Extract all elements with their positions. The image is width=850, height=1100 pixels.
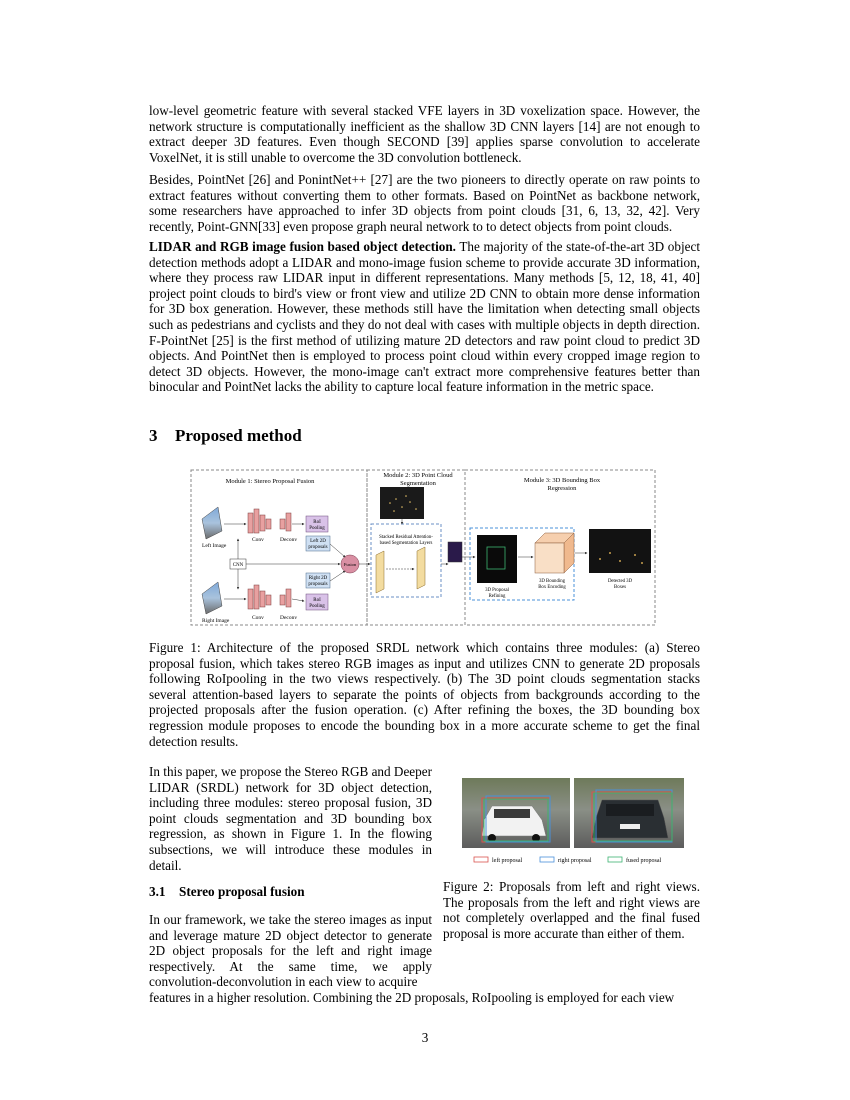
segmented-points-thumbnail [448,542,462,562]
module-2-label-line1: Module 2: 3D Point Cloud [383,472,453,479]
segmentation-layer-1 [376,551,384,593]
left-conv-blocks [248,509,291,533]
fusion-label: Fusion [343,562,357,567]
encoding-label-line1: 3D Bounding [539,579,565,584]
right-image-thumbnail [202,582,222,614]
right-image-label: Right Image [202,618,230,624]
segmentation-layer-2 [417,547,425,589]
legend-swatch-left-proposal [474,857,488,862]
legend-label-right-proposal: right proposal [558,858,592,864]
stacked-layers-label-line2: based Segmentation Layers [379,541,433,546]
module-3-label-line2: Regression [547,485,577,492]
right-deconv-label: Deconv [280,615,298,621]
left-conv-label: Conv [252,537,264,543]
paragraph-voxelnet: low-level geometric feature with several stacked VFE layers in 3D voxelization space. However, the network structure is computationally inefficient as the shallow 3D CNN layers [14] are not enough to extract deeper 3D features. Even though SECOND [39] applies sparse convolution to accelerate VoxelNet, it is still unable to overcome the 3D convolution bottleneck. [149,103,700,165]
refining-label-line1: 3D Proposal [485,588,509,593]
figure-2-proposals [462,778,684,868]
module-3-label-line1: Module 3: 3D Bounding Box [523,477,601,484]
cnn-label: CNN [232,563,244,568]
figure-1-caption: Figure 1: Architecture of the proposed SRDL network which contains three modules: (a) Stereo proposal fusion, which takes stereo RGB images as input and utilizes CNN to generate 2D proposals following RoIpooling in the two views respectively. (b) The 3D point clouds segmentation stacks several attention-based layers to separate the points of objects from backgrounds according to the projected proposals after the fusion operation. (c) After refining the boxes, the 3D bounding box regression module proposes to encode the bounding box in a more accurate scheme to get the final detection results. [149,640,700,749]
point-cloud-thumbnail [380,487,424,519]
refining-label-line2: Refining [488,594,506,599]
left-deconv-label: Deconv [280,537,298,543]
paragraph-stereo-fusion: In our framework, we take the stereo images as input and leverage mature 2D object detector to generate 2D object proposals for the left and right image respectively. At the same time, we apply convolution-deconvolution in each view to acquire [149,912,432,990]
left-image-thumbnail [202,507,222,539]
left-proposals-label-line1: Left 2D [310,539,326,544]
figure-1-architecture-diagram [190,469,656,626]
page-number: 3 [421,1030,429,1045]
paragraph-body: The majority of the state-of-the-art 3D object detection methods adopt a LIDAR and mono-image fusion scheme to provide accurate 3D information, where they process raw LIDAR input in different representations. Many methods [5, 12, 18, 41, 40] project point clouds to bird's view or front view and utilize 2D CNN to obtain more dense information for 3D box generation. However, these methods still have the limitation when detecting small objects such as pedestrians and cyclists and they do not deal with cases with multiple objects in depth direction. F-PointNet [25] is the first method of utilizing mature 2D detectors and raw point cloud to predict 3D objects. And PointNet then is employed to process point cloud within every cropped image region to detect 3D objects. However, the mono-image can't extract more comprehensive features better than binocular and PointNet lacks the ability to capture local feature information in the metric space. [149,239,700,395]
legend-swatch-fused-proposal [608,857,622,862]
module-1-label: Module 1: Stereo Proposal Fusion [225,478,315,485]
paragraph-pointnet: Besides, PointNet [26] and PonintNet++ [27] are the two pioneers to directly operate on raw points to extract features without converting them to other formats. Based on PointNet as backbone network, some researchers have approached to infer 3D objects from point clouds [31, 6, 13, 32, 42]. Very recently, Point-GNN[33] even propose graph neural network to to detect objects from point clouds. [149,172,700,234]
left-roi-label-line2: Pooling [309,526,325,531]
bounding-box-cube [535,533,574,573]
encoding-label-line2: Box Encoding [538,585,566,590]
legend-label-fused-proposal: fused proposal [626,858,662,864]
right-conv-blocks [248,585,291,609]
stacked-layers-label-line1: Stacked Residual Attention- [379,535,433,540]
detected-boxes-thumbnail [589,529,651,573]
figure-2-caption: Figure 2: Proposals from left and right views. The proposals from the left and right views are not completely overlapped and the final fused proposal is more accurate than either of them. [443,879,700,941]
section-heading [149,426,302,446]
paragraph-srdl-intro: In this paper, we propose the Stereo RGB and Deeper LIDAR (SRDL) network for 3D object detection, including three modules: stereo proposal fusion, 3D point clouds segmentation and 3D bounding box regression, as shown in Figure 1. In the flowing subsections, we will introduce these modules in detail. [149,764,432,873]
subsection-title: Stereo proposal fusion [179,884,305,899]
detected-label-line1: Detected 3D [607,579,633,584]
right-conv-label: Conv [252,615,264,621]
figure-2-legend [474,857,661,864]
right-roi-label-line1: RoI [313,598,321,603]
legend-label-left-proposal: left proposal [492,858,523,864]
right-view-car [592,800,668,838]
paragraph-stereo-fusion-continued: features in a higher resolution. Combining the 2D proposals, RoIpooling is employed for each view [149,990,675,1005]
legend-swatch-right-proposal [540,857,554,862]
right-proposals-label-line1: Right 2D [308,576,328,581]
detected-label-line2: Boxes [614,585,626,590]
proposal-refining-thumbnail [477,535,517,583]
left-image-label: Left Image [202,543,227,549]
right-roi-label-line2: Pooling [309,604,325,609]
paragraph-lidar-rgb-fusion [149,239,700,395]
left-roi-label-line1: RoI [313,520,321,525]
right-proposals-label-line2: proposals [308,582,328,587]
module-2-label-line2: Segmentation [400,480,436,487]
paragraph-lead-in: LIDAR and RGB image fusion based object detection. [149,239,456,254]
subsection-number: 3.1 [149,884,166,899]
section-title: Proposed method [175,426,302,445]
left-proposals-label-line2: proposals [308,545,328,550]
subsection-heading [149,884,305,900]
section-number: 3 [149,426,158,445]
